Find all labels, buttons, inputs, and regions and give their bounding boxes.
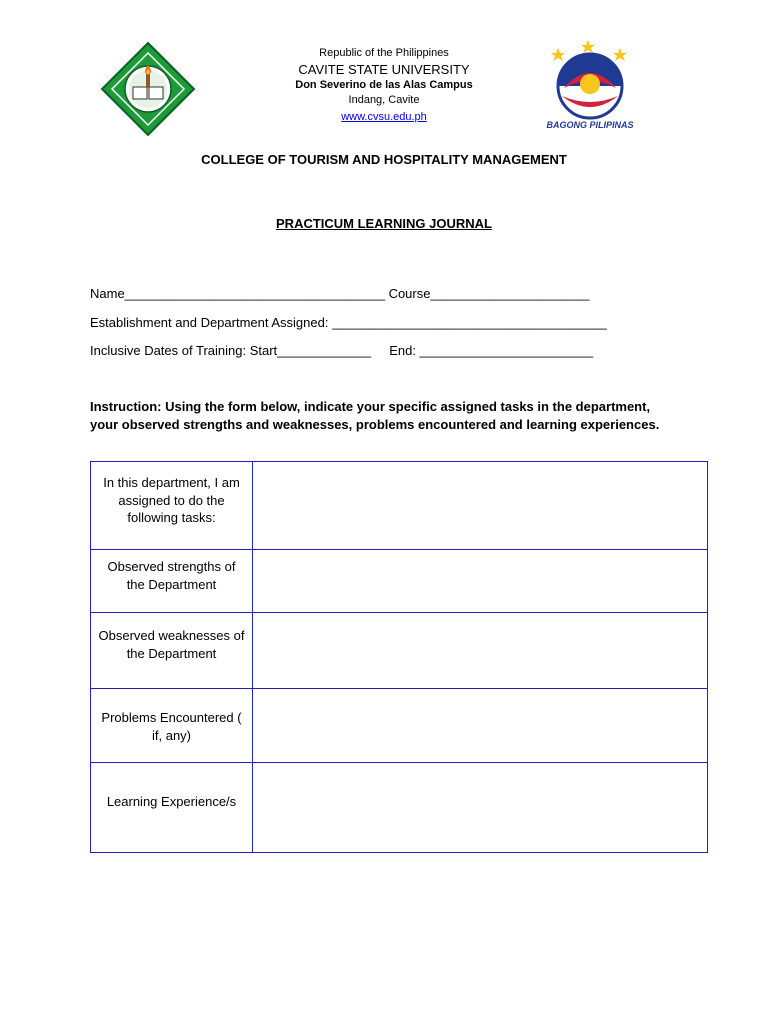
college-heading: COLLEGE OF TOURISM AND HOSPITALITY MANAGEMENT: [201, 152, 567, 167]
table-row: [91, 763, 708, 853]
republic-line: Republic of the Philippines: [319, 47, 449, 59]
response-cell[interactable]: [253, 550, 708, 613]
training-dates-field[interactable]: Inclusive Dates of Training: Start_____________ End: ________________________: [90, 343, 594, 358]
bagong-pilipinas-caption: BAGONG PILIPINAS: [546, 120, 634, 130]
row-label: [91, 462, 253, 550]
website-link[interactable]: www.cvsu.edu.ph: [341, 111, 427, 123]
row-label: [91, 613, 253, 689]
response-cell[interactable]: [253, 613, 708, 689]
university-name: CAVITE STATE UNIVERSITY: [298, 62, 470, 77]
table-row: [91, 550, 708, 613]
row-label-text: Observed strengths of the Department: [107, 559, 236, 592]
row-label-text: Observed weaknesses of the Department: [98, 628, 245, 661]
page-title: PRACTICUM LEARNING JOURNAL: [276, 216, 492, 231]
row-label: [91, 689, 253, 763]
establishment-field[interactable]: Establishment and Department Assigned: ______________________________________: [90, 315, 607, 330]
bagong-pilipinas-logo: [540, 38, 640, 134]
table-row: [91, 462, 708, 550]
campus-name: Don Severino de las Alas Campus: [295, 79, 473, 91]
response-cell[interactable]: [253, 763, 708, 853]
response-cell[interactable]: [253, 462, 708, 550]
row-label-text: Problems Encountered ( if, any): [101, 710, 242, 743]
response-cell[interactable]: [253, 689, 708, 763]
journal-table: [90, 461, 708, 853]
instruction-text: Instruction: Using the form below, indicate your specific assigned tasks in the department, your observed strengths and weaknesses, problems encountered and learning experiences.: [90, 399, 660, 432]
row-label-text: Learning Experience/s: [106, 794, 237, 809]
table-row: [91, 689, 708, 763]
university-header: [234, 46, 534, 125]
cvsu-seal-logo: [100, 41, 196, 137]
row-label: [91, 763, 253, 853]
row-label-text: In this department, I am assigned to do the following tasks:: [103, 475, 240, 525]
campus-location: Indang, Cavite: [348, 94, 420, 106]
name-course-field[interactable]: Name____________________________________ Course______________________: [90, 286, 590, 301]
row-label: [91, 550, 253, 613]
table-row: [91, 613, 708, 689]
